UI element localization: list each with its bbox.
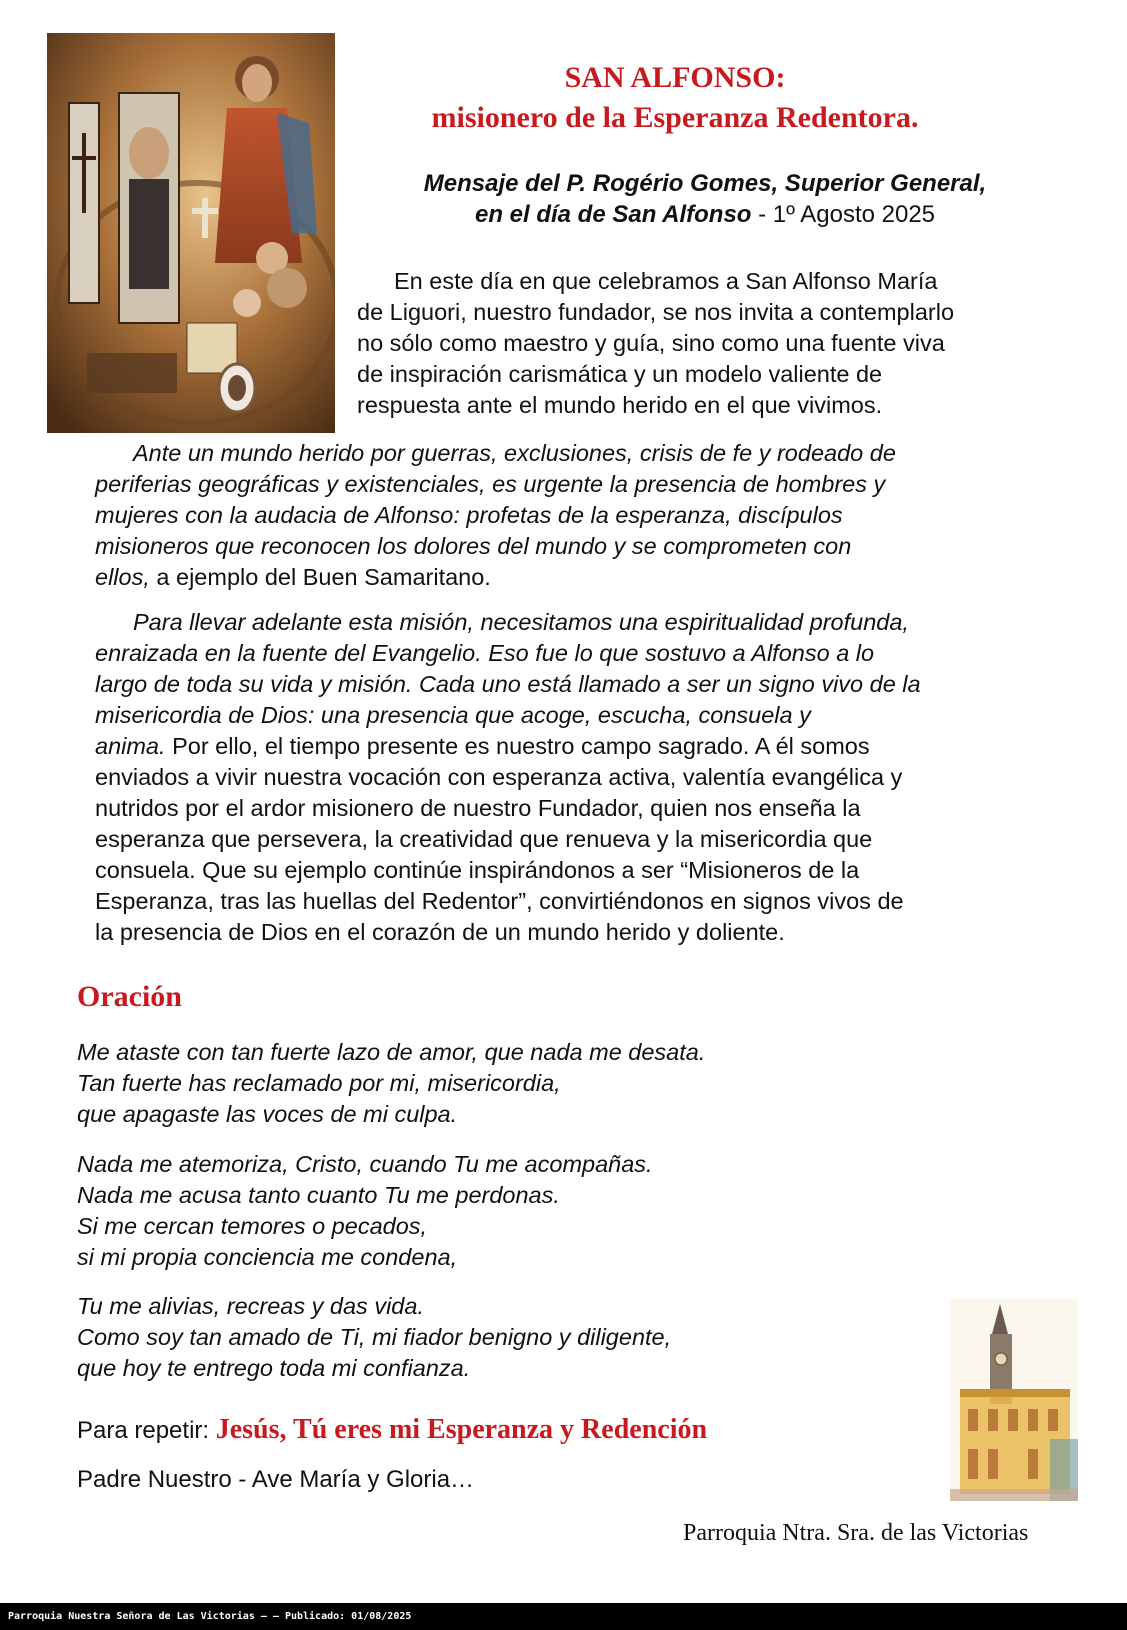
para2-line: misericordia de Dios: una presencia que acoge, escucha, consuela y [95, 702, 811, 728]
prayer-line: Me ataste con tan fuerte lazo de amor, que nada me desata. [77, 1039, 706, 1065]
para2-line: Esperanza, tras las huellas del Redentor”, convirtiéndonos en signos vivos de [95, 888, 904, 914]
para1-line: periferias geográficas y existenciales, es urgente la presencia de hombres y [95, 471, 886, 497]
intro-line: de inspiración carismática y un modelo valiente de [357, 361, 883, 387]
san-alfonso-painting [47, 33, 335, 433]
para1-line: mujeres con la audacia de Alfonso: profetas de la esperanza, discípulos [95, 502, 843, 528]
para2-line: Para llevar adelante esta misión, necesitamos una espiritualidad profunda, [133, 609, 909, 635]
intro-line: respuesta ante el mundo herido en el que vivimos. [357, 392, 883, 418]
prayer-stanza-3 [77, 1291, 897, 1384]
page-title [360, 58, 990, 138]
prayer-line: Como soy tan amado de Ti, mi fiador benigno y diligente, [77, 1324, 672, 1350]
prayer-stanza-2 [77, 1149, 897, 1273]
para2-line: nutridos por el ardor misionero de nuestro Fundador, quien nos enseña la [95, 795, 861, 821]
subtitle-line-2-bold: en el día de San Alfonso [474, 201, 752, 228]
intro-line: En este día en que celebramos a San Alfonso María [394, 268, 938, 294]
prayer-stanza-1 [77, 1037, 897, 1130]
subtitle-date: - 1º Agosto 2025 [751, 201, 936, 228]
para1-line: misioneros que reconocen los dolores del mundo y se comprometen con [95, 533, 852, 559]
subtitle-line-1: Mensaje del P. Rogério Gomes, Superior General, [423, 170, 987, 197]
closing-prayers: Padre Nuestro - Ave María y Gloria… [77, 1466, 475, 1493]
intro-paragraph [357, 266, 1057, 421]
para1-last-italic: ellos, [95, 564, 150, 590]
church-watercolor [950, 1299, 1078, 1501]
paragraph-1 [95, 438, 1075, 593]
para1-last-rest: a ejemplo del Buen Samaritano. [149, 564, 491, 590]
subtitle [360, 168, 1050, 230]
para2-line: enraizada en la fuente del Evangelio. Eso fue lo que sostuvo a Alfonso a lo [95, 640, 875, 666]
para2-line: enviados a vivir nuestra vocación con esperanza activa, valentía evangélica y [95, 764, 903, 790]
footer-bar: Parroquia Nuestra Señora de Las Victorias – – Publicado: 01/08/2025 [0, 1603, 1127, 1630]
parish-signature: Parroquia Ntra. Sra. de las Victorias [683, 1520, 1029, 1546]
title-line-1: SAN ALFONSO: [564, 61, 786, 94]
paragraph-2 [95, 607, 1075, 948]
intro-line: no sólo como maestro y guía, sino como una fuente viva [357, 330, 945, 356]
prayer-line: Si me cercan temores o pecados, [77, 1213, 428, 1239]
intro-line: de Liguori, nuestro fundador, se nos invita a contemplarlo [357, 299, 955, 325]
oracion-heading: Oración [77, 980, 182, 1013]
para2-line: esperanza que persevera, la creatividad que renueva y la misericordia que [95, 826, 873, 852]
para2-line: largo de toda su vida y misión. Cada uno está llamado a ser un signo vivo de la [95, 671, 921, 697]
repeat-label: Para repetir: [77, 1417, 216, 1444]
prayer-line: Nada me acusa tanto cuanto Tu me perdonas. [77, 1182, 560, 1208]
prayer-line: Nada me atemoriza, Cristo, cuando Tu me acompañas. [77, 1151, 653, 1177]
prayer-line: que hoy te entrego toda mi confianza. [77, 1355, 471, 1381]
prayer-line: que apagaste las voces de mi culpa. [77, 1101, 458, 1127]
para2-mixed-italic: anima. [95, 733, 166, 759]
para2-line: la presencia de Dios en el corazón de un mundo herido y doliente. [95, 919, 785, 945]
para1-line: Ante un mundo herido por guerras, exclusiones, crisis de fe y rodeado de [133, 440, 896, 466]
repeat-text: Jesús, Tú eres mi Esperanza y Redención [215, 1414, 708, 1445]
prayer-line: si mi propia conciencia me condena, [77, 1244, 458, 1270]
title-line-2: misionero de la Esperanza Redentora. [431, 101, 919, 134]
prayer-line: Tu me alivias, recreas y das vida. [77, 1293, 424, 1319]
para2-line: consuela. Que su ejemplo continúe inspirándonos a ser “Misioneros de la [95, 857, 860, 883]
para2-mixed-rest: Por ello, el tiempo presente es nuestro campo sagrado. A él somos [165, 733, 870, 759]
repeat-line [77, 1414, 707, 1446]
prayer-line: Tan fuerte has reclamado por mi, misericordia, [77, 1070, 561, 1096]
